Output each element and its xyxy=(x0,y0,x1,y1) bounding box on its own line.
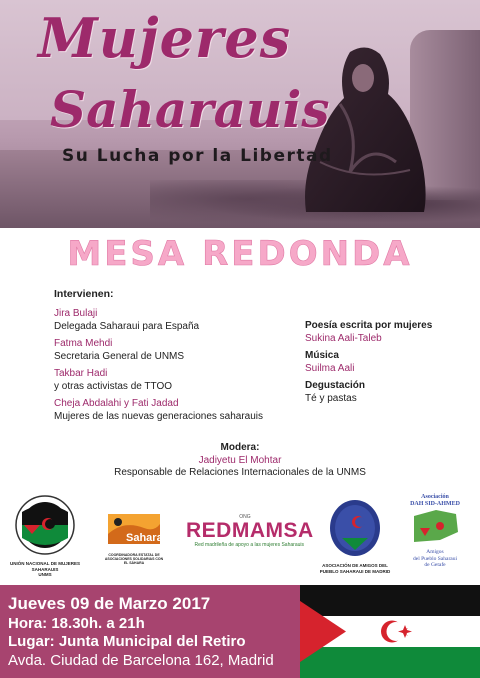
sahrawi-flag-icon xyxy=(276,585,480,678)
event-address: Avda. Ciudad de Barcelona 162, Madrid xyxy=(8,652,274,669)
poetry-heading: Poesía escrita por mujeres xyxy=(305,320,433,331)
speakers-heading: Intervienen: xyxy=(54,288,114,300)
amigos-madrid-caption: ASOCIACIÓN DE AMIGOS DEL PUEBLO SAHARAUI DE MADRID xyxy=(319,563,391,574)
event-place-value: Junta Municipal del Retiro xyxy=(58,633,246,650)
speaker-name: Jira Bulaji xyxy=(54,308,98,319)
tasting-value: Té y pastas xyxy=(305,392,357,404)
redmamsa-wordmark: REDMAMSA xyxy=(186,519,314,542)
redmamsa-subtitle: Red madrileña de apoyo a las mujeres Saharauis xyxy=(194,542,304,548)
event-date: Jueves 09 de Marzo 2017 xyxy=(8,594,211,613)
tasting-heading: Degustación xyxy=(305,380,366,391)
moderator-heading: Modera: xyxy=(220,442,260,453)
amigos-madrid-emblem-icon xyxy=(314,498,396,558)
ceas-sahara-caption: COORDINADORA ESTATAL DE ASOCIACIONES SOLIDARIAS CON EL SÁHARA xyxy=(104,553,164,565)
poster-title-line2: Saharauis xyxy=(50,80,330,139)
dah-line1: Asociación xyxy=(421,494,449,500)
speaker-item xyxy=(54,368,172,393)
poster-title-line1: Mujeres xyxy=(38,6,292,70)
sponsor-logos xyxy=(0,492,480,582)
event-hour xyxy=(8,615,145,632)
unms-logo xyxy=(10,494,80,578)
event-place-label: Lugar: xyxy=(8,633,55,650)
speaker-item xyxy=(54,338,184,363)
moderator-block xyxy=(0,442,480,480)
event-info-band xyxy=(0,585,480,678)
tasting-item xyxy=(305,380,365,405)
dah-line4: del Pueblo Saharaui xyxy=(413,555,457,562)
speaker-name: Fatma Mehdi xyxy=(54,338,113,349)
dah-sid-ahmed-logo xyxy=(400,494,470,569)
dah-line2: DAH SID-AHMED xyxy=(410,501,460,507)
amigos-madrid-logo xyxy=(314,498,396,574)
ceas-sahara-label: Sahara xyxy=(126,532,163,544)
event-hour-label: Hora: xyxy=(8,615,48,632)
event-place xyxy=(8,633,246,650)
dah-map-icon xyxy=(400,508,470,544)
music-item xyxy=(305,350,354,375)
moderator-role: Responsable de Relaciones Internacionales de la UNMS xyxy=(114,467,366,478)
speaker-role: Mujeres de las nuevas generaciones saharauis xyxy=(54,410,264,422)
unms-subcaption: UNMS xyxy=(38,572,52,577)
poetry-item xyxy=(305,320,432,345)
music-value: Suilma Aali xyxy=(305,362,355,374)
speaker-item xyxy=(54,398,263,423)
ceas-sahara-logo xyxy=(104,510,164,565)
poetry-value: Sukina Aali-Taleb xyxy=(305,332,382,344)
speaker-item xyxy=(54,308,199,333)
poster-tagline: Su Lucha por la Libertad xyxy=(62,146,333,166)
music-heading: Música xyxy=(305,350,339,361)
hero-photo xyxy=(0,0,480,228)
redmamsa-logo xyxy=(186,514,314,548)
dah-line5: de Getafe xyxy=(424,562,446,568)
unms-caption: UNIÓN NACIONAL DE MUJERES SAHARAUIS xyxy=(10,561,80,572)
redmamsa-ong-label: ONG xyxy=(239,514,251,520)
dah-line3: Amigos xyxy=(426,549,444,555)
speaker-name: Cheja Abdalahi y Fati Jadad xyxy=(54,398,179,409)
speaker-role: Delegada Saharaui para España xyxy=(54,320,200,332)
speaker-role: Secretaria General de UNMS xyxy=(54,350,185,362)
event-hour-value: 18.30h. a 21h xyxy=(51,615,145,632)
speaker-role: y otras activistas de TTOO xyxy=(54,380,173,392)
moderator-name: Jadiyetu El Mohtar xyxy=(198,454,282,466)
unms-emblem-icon xyxy=(10,494,80,556)
event-type-heading: MESA REDONDA xyxy=(67,234,413,274)
speaker-name: Takbar Hadi xyxy=(54,368,108,379)
